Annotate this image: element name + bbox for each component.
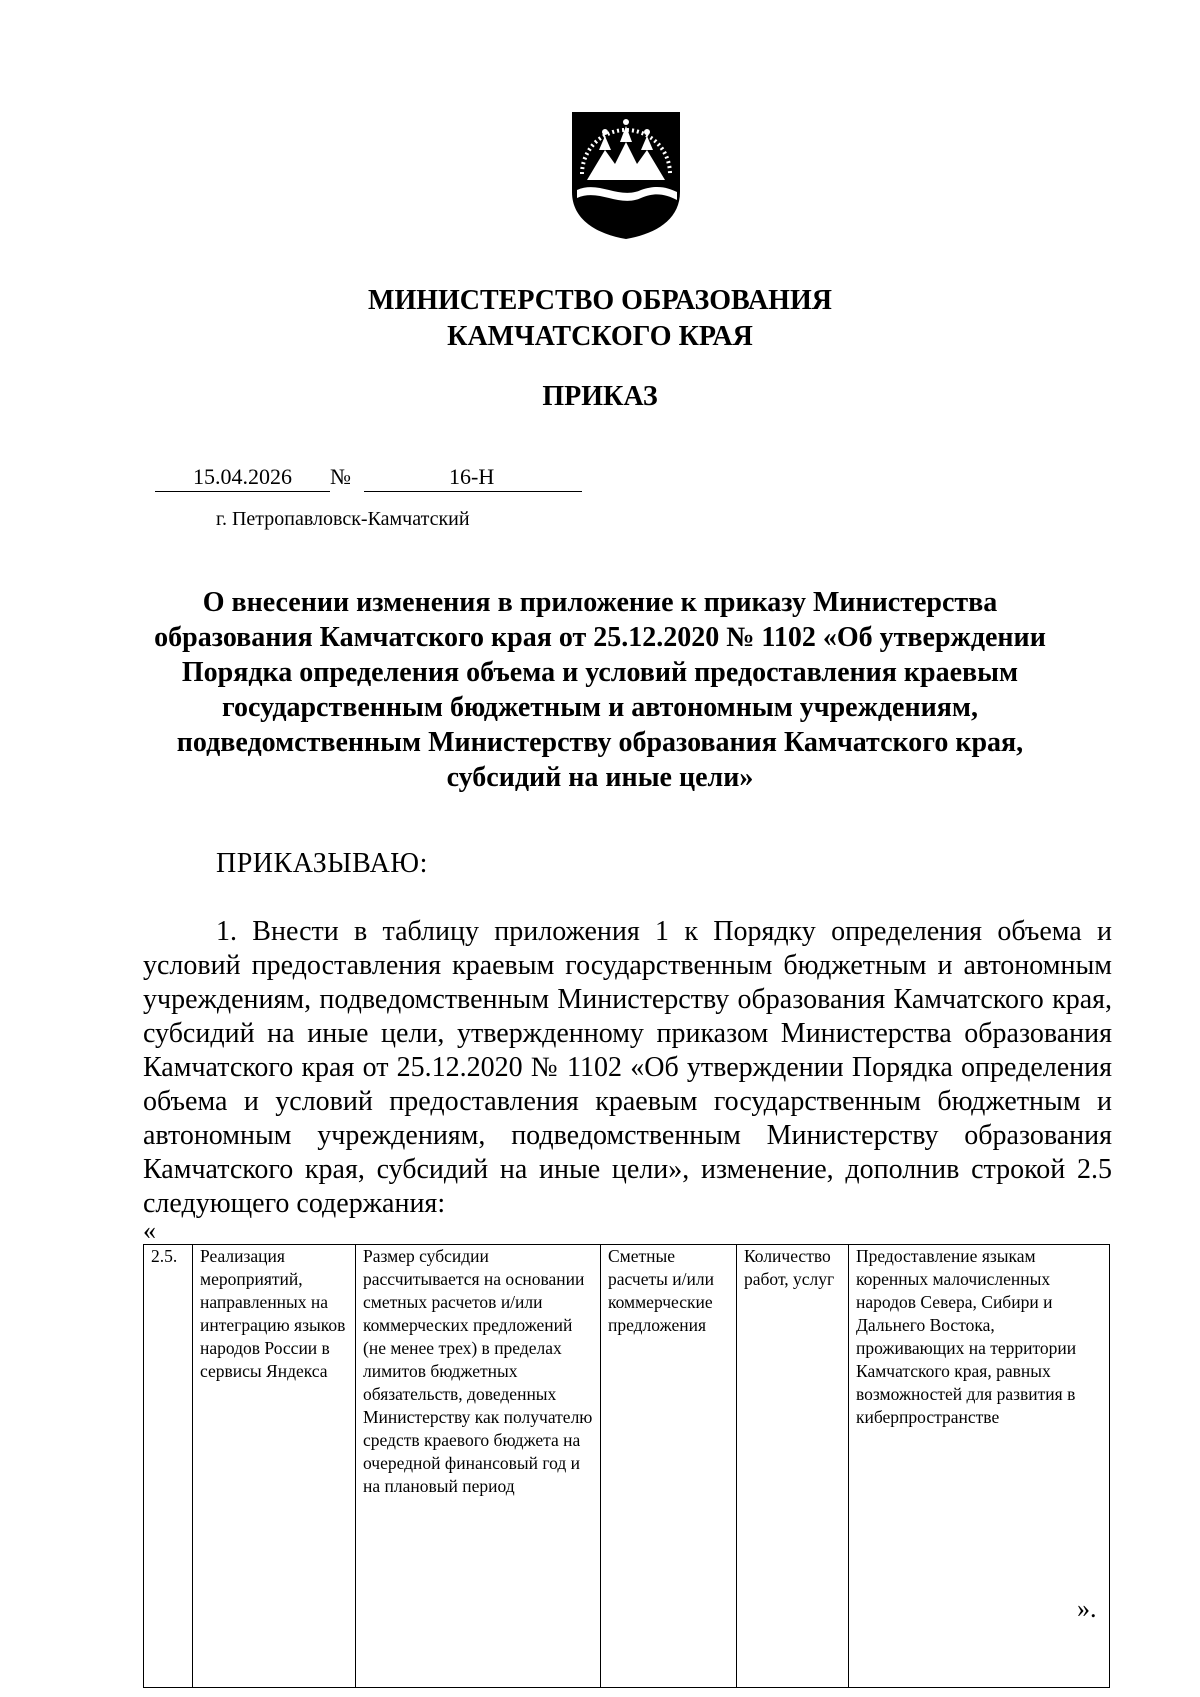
cell-event: Реализация мероприятий, направленных на интеграцию языков народов России в сервисы Яндекса <box>193 1245 356 1688</box>
open-quote: « <box>143 1216 156 1245</box>
date-field <box>155 463 330 492</box>
orders-heading: ПРИКАЗЫВАЮ: <box>216 848 428 879</box>
cell-subsidy-size: Размер субсидии рассчитывается на основании сметных расчетов и/или коммерческих предложений (не менее трех) в пределах лимитов бюджетных обязательств, доведенных Министерству как получателю средств краевого бюджета на очередной финансовый год и на плановый период <box>356 1245 601 1688</box>
close-quote: ». <box>1077 1594 1097 1623</box>
subject-line: субсидий на иные цели» <box>446 762 754 793</box>
number-value: 16-Н <box>449 464 495 489</box>
paragraph-1: 1. Внести в таблицу приложения 1 к Порядку определения объема и условий предоставления краевым государственным бюджетным и автономным учреждениям, подведомственным Министерству образования Камчатского края, субсидий на иные цели, утвержденному приказом Министерства образования Камчатского края от 25.12.2020 № 1102 «Об утверждении Порядка определения объема и условий предоставления краевым государственным бюджетным и автономным учреждениям, подведомственным Министерству образования Камчатского края, субсидий на иные цели», изменение, дополнив строкой 2.5 следующего содержания: <box>143 916 1112 1219</box>
subject-line: Порядка определения объема и условий предоставления краевым <box>181 657 1019 688</box>
cell-number: 2.5. <box>144 1245 193 1688</box>
cell-indicator: Количество работ, услуг <box>737 1245 849 1688</box>
date-value: 15.04.2026 <box>193 464 292 489</box>
subject-line: образования Камчатского края от 25.12.2020 № 1102 «Об утверждении <box>154 622 1046 653</box>
ministry-line-2: КАМЧАТСКОГО КРАЯ <box>447 321 753 352</box>
inserted-table-row <box>143 1244 1110 1688</box>
table-row <box>144 1245 1110 1688</box>
subject-line: государственным бюджетным и автономным учреждениям, <box>222 692 978 723</box>
subject-heading <box>0 585 1200 795</box>
subject-line: подведомственным Министерству образования Камчатского края, <box>176 727 1024 758</box>
number-sign: № <box>330 464 351 489</box>
subject-line: О внесении изменения в приложение к приказу Министерства <box>202 587 998 618</box>
ministry-name <box>0 283 1200 355</box>
ministry-line-1: МИНИСТЕРСТВО ОБРАЗОВАНИЯ <box>368 285 832 316</box>
city-line: г. Петропавловск-Камчатский <box>216 508 470 530</box>
date-number-line <box>155 463 582 493</box>
number-field <box>364 463 582 492</box>
cell-documents: Сметные расчеты и/или коммерческие предложения <box>601 1245 737 1688</box>
cell-result: Предоставление языкам коренных малочисленных народов Севера, Сибири и Дальнего Востока, проживающих на территории Камчатского края, равных возможностей для развития в киберпространстве <box>849 1245 1110 1688</box>
kamchatka-coat-of-arms-icon <box>569 108 683 240</box>
document-type: ПРИКАЗ <box>542 381 658 412</box>
